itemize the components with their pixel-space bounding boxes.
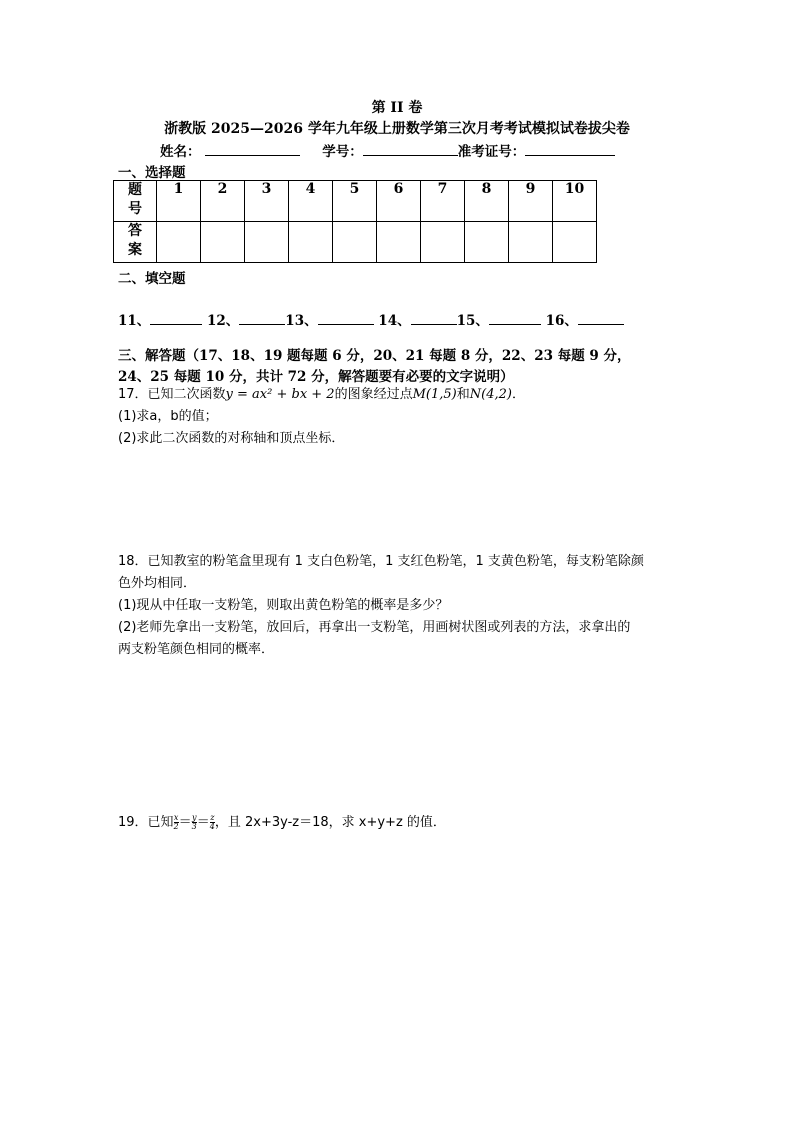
fraction-z-over-4: $\frac{z}{4}$ xyxy=(209,813,215,831)
name-label: 姓名： xyxy=(160,144,201,160)
question-number: 4 xyxy=(289,181,333,222)
blank-field[interactable] xyxy=(239,312,285,325)
blank-label: 16、 xyxy=(545,313,578,329)
q17-part1: (1)求a，b的值； xyxy=(118,409,218,424)
q18-part2-line2: 两支粉笔颜色相同的概率． xyxy=(118,642,275,657)
section3-title-line2: 24、25 每题 10 分，共计 72 分，解答题要有必要的文字说明） xyxy=(118,369,514,385)
question-19: 19．已知 $\frac{x}{2}$ ＝ $\frac{y}{3}$ ＝ $\frac{z}{4}$ ，且 2x+3y-z＝18，求 x+y+z 的值． xyxy=(118,813,446,831)
question-number: 8 xyxy=(465,181,509,222)
name-field[interactable] xyxy=(205,143,300,156)
section1-title: 一、选择题 xyxy=(118,165,186,181)
point-m: M(1,5) xyxy=(412,387,457,402)
blank-field[interactable] xyxy=(578,312,624,325)
blank-field[interactable] xyxy=(318,312,374,325)
answer-cell[interactable] xyxy=(421,222,465,263)
section2-title: 二、填空题 xyxy=(118,271,186,287)
fill-blank-line xyxy=(118,309,624,329)
answer-cell[interactable] xyxy=(553,222,597,263)
question-number: 10 xyxy=(553,181,597,222)
section3-title-line1: 三、解答题（17、18、19 题每题 6 分，20、21 每题 8 分，22、23 每题 9 分， xyxy=(118,348,631,364)
blank-label: 13、 xyxy=(285,313,318,329)
row-label-number: 题 号 xyxy=(114,181,157,222)
student-info-line xyxy=(160,140,615,160)
answer-table xyxy=(113,180,597,263)
answer-cell[interactable] xyxy=(465,222,509,263)
question-number: 9 xyxy=(509,181,553,222)
blank-label: 12、 xyxy=(207,313,240,329)
point-n: N(4,2) xyxy=(469,387,512,402)
answer-cell[interactable] xyxy=(289,222,333,263)
question-number: 2 xyxy=(201,181,245,222)
q17-part2: (2)求此二次函数的对称轴和顶点坐标． xyxy=(118,431,345,446)
q18-part1: (1)现从中任取一支粉笔，则取出黄色粉笔的概率是多少？ xyxy=(118,598,449,613)
q18-part2-line1: (2)老师先拿出一支粉笔，放回后，再拿出一支粉笔，用画树状图或列表的方法，求拿出的 xyxy=(118,620,631,635)
row-label-answer: 答 案 xyxy=(114,222,157,263)
answer-cell[interactable] xyxy=(245,222,289,263)
id-field[interactable] xyxy=(363,143,458,156)
table-row xyxy=(114,181,597,222)
ticket-field[interactable] xyxy=(525,143,615,156)
blank-label: 15、 xyxy=(456,313,489,329)
blank-label: 11、 xyxy=(118,313,151,329)
fraction-x-over-2: $\frac{x}{2}$ xyxy=(173,813,179,831)
answer-cell[interactable] xyxy=(377,222,421,263)
fraction-y-over-3: $\frac{y}{3}$ xyxy=(191,813,197,831)
q18-line1: 18．已知教室的粉笔盒里现有 1 支白色粉笔，1 支红色粉笔，1 支黄色粉笔，每支粉笔除颜 xyxy=(118,554,644,569)
answer-cell[interactable] xyxy=(201,222,245,263)
ticket-label: 准考证号： xyxy=(457,144,526,160)
answer-cell[interactable] xyxy=(333,222,377,263)
question-number: 1 xyxy=(157,181,201,222)
question-number: 5 xyxy=(333,181,377,222)
question-17: 17．已知二次函数y = ax² + bx + 2的图象经过点M(1,5)和N(4,2)． xyxy=(118,387,525,402)
q17-formula: y = ax² + bx + 2 xyxy=(225,387,335,402)
blank-field[interactable] xyxy=(411,312,457,325)
blank-field[interactable] xyxy=(489,312,541,325)
question-number: 7 xyxy=(421,181,465,222)
question-number: 6 xyxy=(377,181,421,222)
volume-title: 第 II 卷 xyxy=(371,100,423,116)
answer-cell[interactable] xyxy=(157,222,201,263)
blank-label: 14、 xyxy=(378,313,411,329)
answer-cell[interactable] xyxy=(509,222,553,263)
question-number: 3 xyxy=(245,181,289,222)
blank-field[interactable] xyxy=(150,312,202,325)
exam-title: 浙教版 2025—2026 学年九年级上册数学第三次月考考试模拟试卷拔尖卷 xyxy=(164,121,630,137)
q18-line2: 色外均相同． xyxy=(118,576,197,591)
table-row xyxy=(114,222,597,263)
id-label: 学号： xyxy=(322,144,363,160)
